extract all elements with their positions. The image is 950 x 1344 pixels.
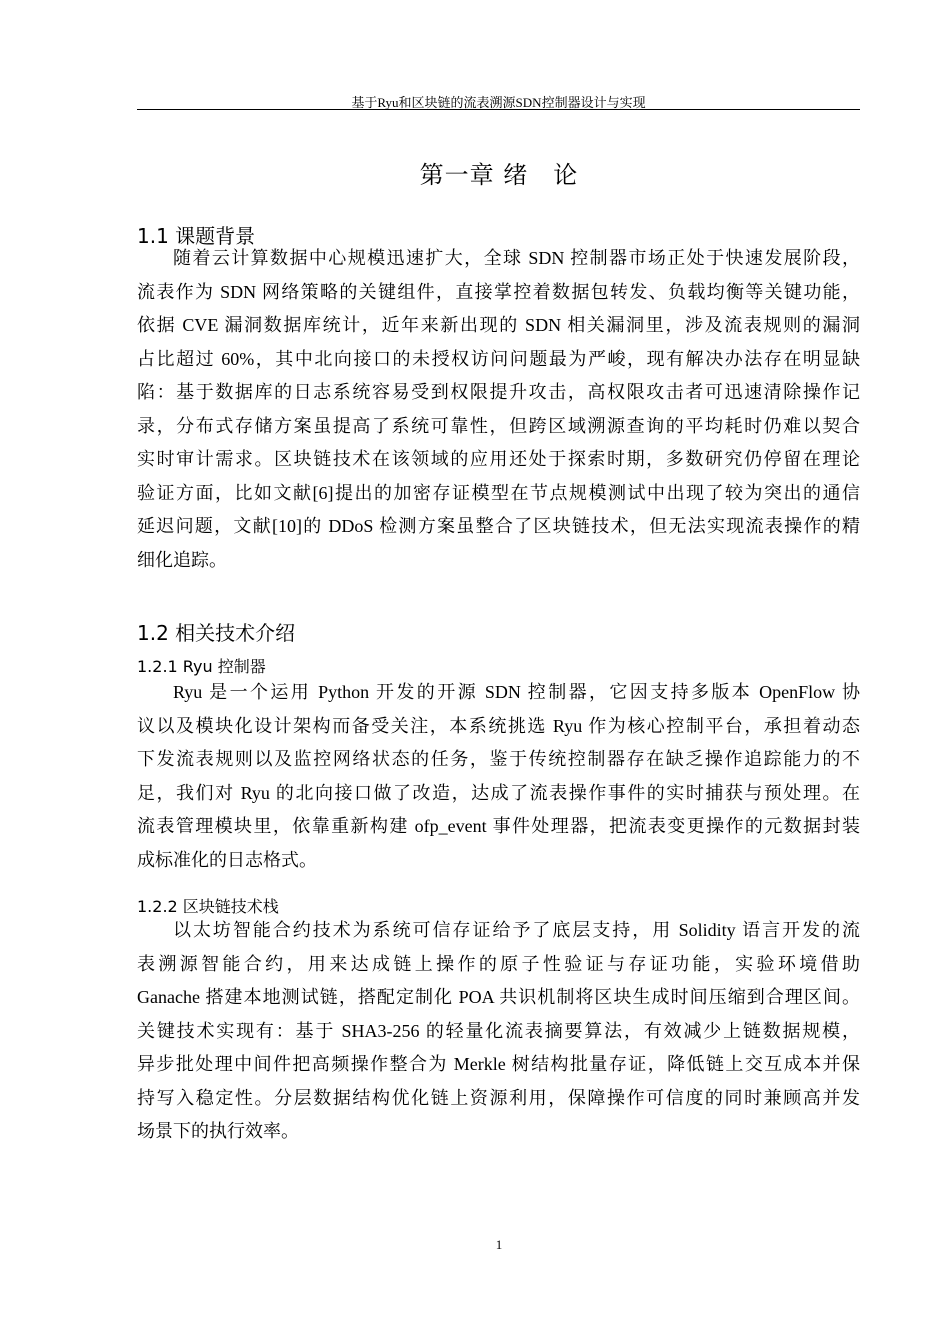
paragraph-line: 下发流表规则以及监控网络状态的任务，鉴于传统控制器存在缺乏操作追踪能力的不 (137, 749, 860, 769)
page-number: 1 (495, 1237, 503, 1252)
paragraph-blockchain (137, 914, 860, 1149)
paragraph-line: 实时审计需求。区块链技术在该领域的应用还处于探索时期，多数研究仍停留在理论 (137, 449, 860, 469)
paragraph-ryu (137, 676, 860, 877)
paragraph-line: 依据 CVE 漏洞数据库统计，近年来新出现的 SDN 相关漏洞里，涉及流表规则的漏洞 (137, 315, 860, 335)
paragraph-line: Ryu 是一个运用 Python 开发的开源 SDN 控制器，它因支持多版本 OpenFlow 协 (173, 682, 860, 702)
chapter-title: 第一章 绪 论 (419, 161, 579, 189)
subsection-heading-1-2-2: 1.2.2 区块链技术栈 (137, 897, 279, 916)
paragraph-line: 成标准化的日志格式。 (137, 849, 317, 870)
paragraph-line: 流表作为 SDN 网络策略的关键组件，直接掌控着数据包转发、负载均衡等关键功能， (137, 281, 860, 302)
paragraph-line: 细化追踪。 (137, 549, 227, 570)
paragraph-line: Ganache 搭建本地测试链，搭配定制化 POA 共识机制将区块生成时间压缩到合理区间。 (137, 987, 860, 1007)
paragraph-line: 持写入稳定性。分层数据结构优化链上资源利用，保障操作可信度的同时兼顾高并发 (137, 1087, 860, 1108)
section-heading-1-1: 1.1 课题背景 (137, 224, 256, 248)
paragraph-line: 流表管理模块里，依靠重新构建 ofp_event 事件处理器，把流表变更操作的元数据封装 (137, 816, 860, 836)
paragraph-line: 陷：基于数据库的日志系统容易受到权限提升攻击，高权限攻击者可迅速清除操作记 (137, 382, 860, 402)
paragraph-line: 录，分布式存储方案虽提高了系统可靠性，但跨区域溯源查询的平均耗时仍难以契合 (137, 415, 860, 436)
paragraph-line: 延迟问题，文献[10]的 DDoS 检测方案虽整合了区块链技术，但无法实现流表操作的精 (137, 516, 860, 536)
paragraph-line: 验证方面，比如文献[6]提出的加密存证模型在节点规模测试中出现了较为突出的通信 (137, 482, 860, 503)
paragraph-line: 议以及模块化设计架构而备受关注，本系统挑选 Ryu 作为核心控制平台，承担着动态 (137, 715, 860, 736)
paragraph-line: 异步批处理中间件把高频操作整合为 Merkle 树结构批量存证，降低链上交互成本并保 (137, 1054, 860, 1074)
paragraph-line: 关键技术实现有：基于 SHA3-256 的轻量化流表摘要算法，有效减少上链数据规模， (137, 1020, 860, 1041)
paragraph-line: 表溯源智能合约，用来达成链上操作的原子性验证与存证功能，实验环境借助 (137, 953, 860, 974)
paragraph-line: 随着云计算数据中心规模迅速扩大，全球 SDN 控制器市场正处于快速发展阶段， (173, 248, 860, 268)
section-heading-1-2: 1.2 相关技术介绍 (137, 621, 296, 645)
subsection-heading-1-2-1: 1.2.1 Ryu 控制器 (137, 657, 266, 676)
running-header: 基于Ryu和区块链的流表溯源SDN控制器设计与实现 (351, 95, 646, 110)
paragraph-line: 足，我们对 Ryu 的北向接口做了改造，达成了流表操作事件的实时捕获与预处理。在 (137, 782, 860, 803)
paragraph-line: 以太坊智能合约技术为系统可信存证给予了底层支持，用 Solidity 语言开发的流 (173, 920, 860, 940)
paragraph-line: 场景下的执行效率。 (137, 1121, 299, 1141)
header-rule (137, 109, 860, 110)
paragraph-background (137, 242, 860, 577)
paragraph-line: 占比超过 60%，其中北向接口的未授权访问问题最为严峻，现有解决办法存在明显缺 (137, 348, 860, 369)
